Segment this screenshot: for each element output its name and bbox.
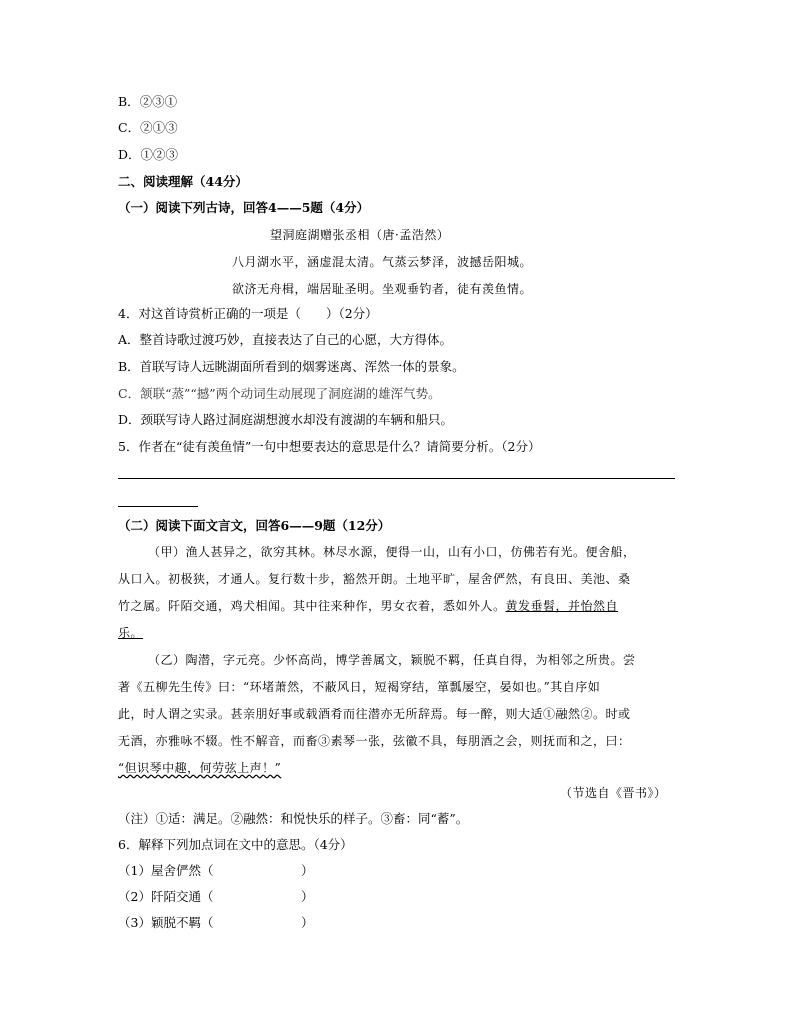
answer-line-long <box>118 478 675 479</box>
annotation-note: （注）①适：满足。②融然：和悦快乐的样子。③畜：同“蓄”。 <box>118 811 469 826</box>
passage-jia-line-4: 乐。 <box>118 626 144 640</box>
answer-line-short <box>118 506 198 507</box>
passage-yi-line-1: （乙）陶潜，字元亮。少怀高尚，博学善属文，颖脱不羁，任真自得，为相邻之所贵。尝 <box>148 653 636 667</box>
question-6: 6．解释下列加点词在文中的意思。（4分） <box>118 837 353 852</box>
section2-heading: 二、阅读理解（44分） <box>118 174 248 189</box>
question-4: 4．对这首诗赏析正确的一项是（ ）（2分） <box>118 306 378 321</box>
question-6-item-3: （3）颖脱不羁（ ） <box>118 915 314 930</box>
poem-line-2: 欲济无舟楫，端居耻圣明。坐观垂钓者，徒有羡鱼情。 <box>232 282 533 296</box>
question-4-option-a: A．整首诗歌过渡巧妙，直接表达了自己的心愿，大方得体。 <box>118 332 453 347</box>
poem-title: 望洞庭湖赠张丞相（唐·孟浩然） <box>270 228 450 242</box>
question-4-option-b: B．首联写诗人远眺湖面所看到的烟雾迷离、浑然一体的景象。 <box>118 359 465 374</box>
option-b: B．②③① <box>118 94 178 109</box>
question-4-option-d: D．颈联写诗人路过洞庭湖想渡水却没有渡湖的车辆和船只。 <box>118 412 454 427</box>
passage-source: （节选自《晋书》） <box>560 786 667 800</box>
part2-heading: （二）阅读下面文言文，回答6——9题（12分） <box>118 518 391 533</box>
question-5: 5．作者在“徒有羡鱼情”一句中想要表达的意思是什么？请简要分析。（2分） <box>118 439 541 454</box>
option-d: D．①②③ <box>118 147 179 162</box>
passage-yi-line-3: 此，时人谓之实录。甚亲朋好事或载酒肴而往潜亦无所辞焉。每一醉，则大适①融然②。时或 <box>118 707 631 721</box>
passage-jia-underlined-phrase: 黄发垂髫，并怡然自 <box>505 599 619 613</box>
passage-yi-line-5: “但识琴中趣，何劳弦上声！” <box>118 761 282 775</box>
passage-jia-line-1: （甲）渔人甚异之，欲穷其林。林尽水源，便得一山，山有小口，仿佛若有光。便舍船， <box>148 545 636 559</box>
question-6-item-2: （2）阡陌交通（ ） <box>118 889 314 904</box>
passage-yi-line-2: 著《五柳先生传》曰：“环堵萧然，不蔽风日，短褐穿结，箪瓢屡空，晏如也。”其自序如 <box>118 680 601 694</box>
passage-jia-line-3-text: 竹之属。阡陌交通，鸡犬相闻。其中往来种作，男女衣着，悉如外人。 <box>118 599 506 613</box>
passage-jia-line-3 <box>118 597 618 615</box>
part1-heading: （一）阅读下列古诗，回答4——5题（4分） <box>118 200 370 215</box>
option-c: C．②①③ <box>118 120 178 135</box>
question-6-item-1: （1）屋舍俨然（ ） <box>118 863 314 878</box>
question-4-option-c: C．颔联“蒸”“撼”两个动词生动展现了洞庭湖的雄浑气势。 <box>118 386 441 401</box>
poem-line-1: 八月湖水平，涵虚混太清。气蒸云梦泽，波撼岳阳城。 <box>232 255 533 269</box>
passage-yi-line-4: 无酒，亦雅咏不辍。性不解音，而畜③素琴一张，弦徽不具，每朋酒之会，则抚而和之，曰： <box>118 734 631 748</box>
passage-jia-line-2: 从口入。初极狭，才通人。复行数十步，豁然开朗。土地平旷，屋舍俨然，有良田、美池、桑 <box>118 572 631 586</box>
